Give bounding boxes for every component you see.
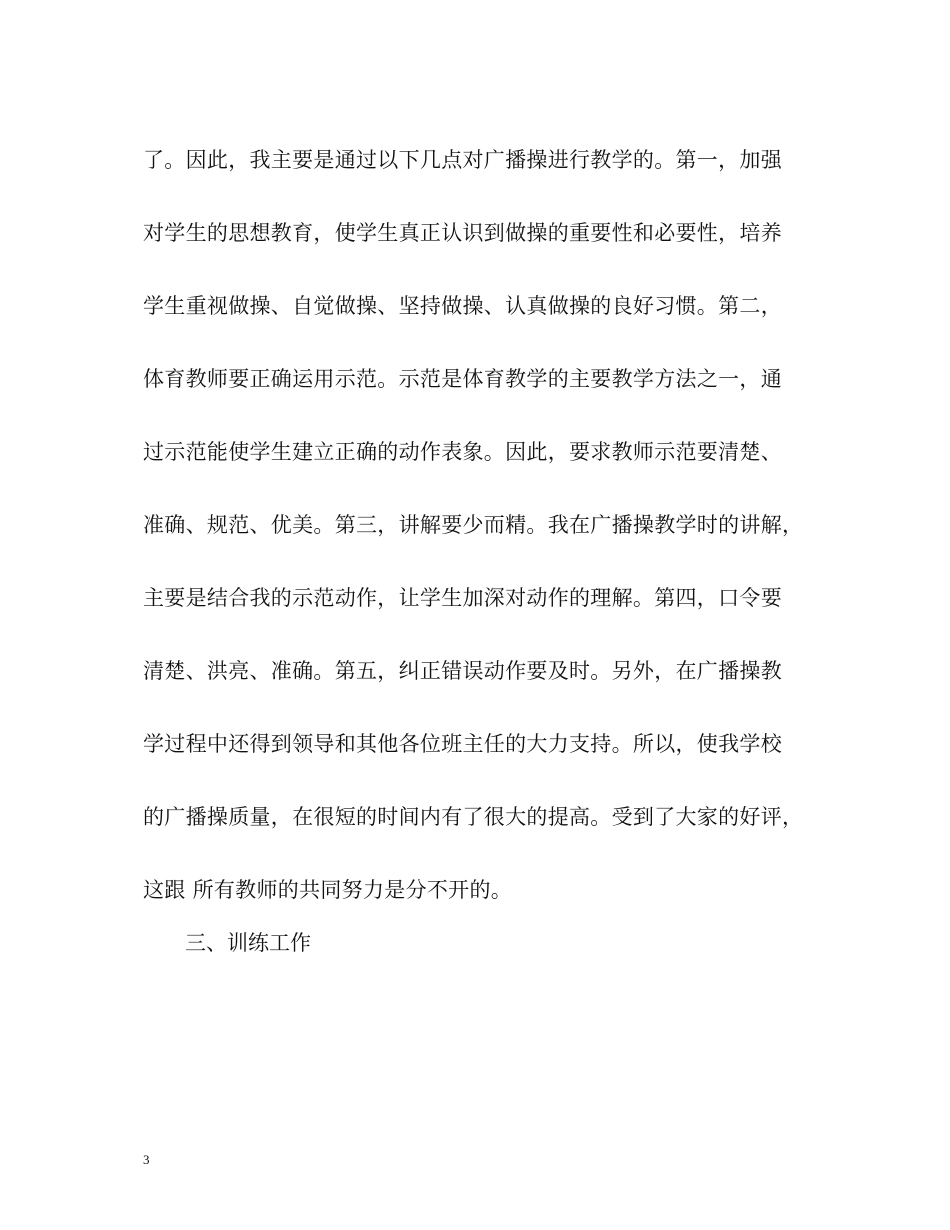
paragraph-line: 主要是结合我的示范动作，让学生加深对动作的理解。第四，口令要 — [143, 586, 782, 610]
paragraph-line: 的广播操质量，在很短的时间内有了很大的提高。受到了大家的好评， — [143, 805, 804, 829]
paragraph-line: 这跟 所有教师的共同努力是分不开的。 — [143, 878, 513, 902]
paragraph-line: 了。因此，我主要是通过以下几点对广播操进行教学的。第一，加强 — [143, 148, 782, 172]
paragraph-line: 准确、规范、优美。第三，讲解要少而精。我在广播操教学时的讲解， — [143, 513, 804, 537]
page-number: 3 — [143, 1152, 150, 1167]
paragraph-line: 体育教师要正确运用示范。示范是体育教学的主要教学方法之一，通 — [143, 367, 782, 391]
paragraph-line: 对学生的思想教育，使学生真正认识到做操的重要性和必要性，培养 — [143, 221, 782, 245]
section-heading: 三、训练工作 — [185, 931, 311, 955]
paragraph-line: 学生重视做操、自觉做操、坚持做操、认真做操的良好习惯。第二， — [143, 294, 782, 318]
paragraph-line: 过示范能使学生建立正确的动作表象。因此，要求教师示范要清楚、 — [143, 440, 782, 464]
paragraph-line: 清楚、洪亮、准确。第五，纠正错误动作要及时。另外，在广播操教 — [143, 659, 782, 683]
paragraph-line: 学过程中还得到领导和其他各位班主任的大力支持。所以，使我学校 — [143, 732, 782, 756]
